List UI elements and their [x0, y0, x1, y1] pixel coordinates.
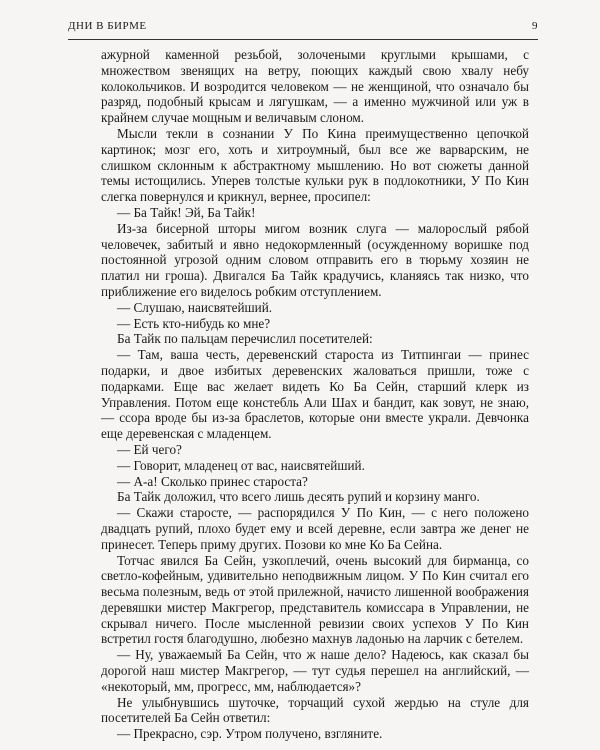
paragraph: Тотчас явился Ба Сейн, узкоплечий, очень высокий для бирманца, со светло-кофейным, удивительно неподвижным лицом. У По Кин считал его весьма полезным, ведь от этой прилежной, начисто лишенной воображения деревяшки мистер Макгрегор, представитель комиссара в Управлении, не скрывал ничего. После мысленной ревизии своих успехов У По Кин встретил гостя благодушно, любезно махнув ладонью на ларчик с бетелем.: [101, 552, 529, 647]
paragraph: Из-за бисерной шторы мигом возник слуга — малорослый рябой человечек, забитый и явно недокормленный (осужденному воришке под постоянной угрозой одним словом отправить его в тюрьму хозяин не платил ни гроша). Двигался Ба Тайк крадучись, кланяясь так низко, что приближение его виделось робким отступлением.: [101, 220, 529, 299]
paragraph: — Слушаю, наисвятейший.: [117, 299, 273, 315]
paragraph: Мысли текли в сознании У По Кина преимущественно цепочкой картинок; мозг его, хоть и хитроумный, был все же варварским, не слишком склонным к абстрактному мышлению. Но вот сюжеты данной темы истощились. Уперев толстые кульки рук в подлокотники, У По Кин слегка повернулся и крикнул, вернее, просипел:: [101, 125, 529, 205]
paragraph: ажурной каменной резьбой, золочеными круглыми крышами, с множеством звенящих на ветру, поющих каждый свою хвалу небу колокольчиков. И возродится человеком — не женщиной, что означало бы разряд, подобный крысам и лягушкам, — а именно мужчиной или уж в крайнем случае мощным и величавым слоном.: [101, 47, 529, 126]
paragraph: — Там, ваша честь, деревенский староста из Титпингаи — принес подарки, и двое избитых деревенских жаловаться пришли, тоже с подарками. Еще вас желает видеть Ко Ба Сейн, старший клерк из Управления. Потом еще констебль Али Шах и бандит, как зовут, не знаю, — ссора вроде бы из-за браслетов, которые они вместе украли. Девчонка еще деревенская с младенцем.: [101, 347, 529, 442]
paragraph: Ба Тайк доложил, что всего лишь десять рупий и корзину манго.: [117, 489, 480, 505]
paragraph: — Ну, уважаемый Ба Сейн, что ж наше дело? Надеюсь, как сказал бы дорогой наш мистер Макгрегор, — тут судья перешел на английский, — «некоторый, мм, прогресс, мм, наблюдается»?: [101, 647, 529, 694]
paragraph: — А-а! Сколько принес староста?: [117, 473, 308, 489]
paragraph: Ба Тайк по пальцам перечислил посетителей:: [117, 331, 373, 347]
running-title: ДНИ В БИРМЕ: [68, 20, 147, 32]
header-rule: [68, 39, 538, 40]
page-number: 9: [532, 20, 538, 32]
body-text: [101, 47, 529, 742]
paragraph: — Скажи старосте, — распорядился У По Кин, — с него положено двадцать рупий, плохо будет ему и всей деревне, если завтра же денег не принесет. Теперь приму других. Позови ко мне Ко Ба Сейна.: [101, 505, 529, 552]
page-header: [68, 20, 538, 32]
paragraph: — Ей чего?: [117, 441, 182, 457]
paragraph: Не улыбнувшись шуточке, торчащий сухой жердью на стуле для посетителей Ба Сейн ответил:: [101, 694, 529, 726]
paragraph: — Говорит, младенец от вас, наисвятейший.: [117, 457, 365, 473]
paragraph: — Ба Тайк! Эй, Ба Тайк!: [117, 204, 256, 220]
paragraph: — Прекрасно, сэр. Утром получено, взгляните.: [117, 726, 383, 742]
paragraph: — Есть кто-нибудь ко мне?: [117, 315, 271, 331]
